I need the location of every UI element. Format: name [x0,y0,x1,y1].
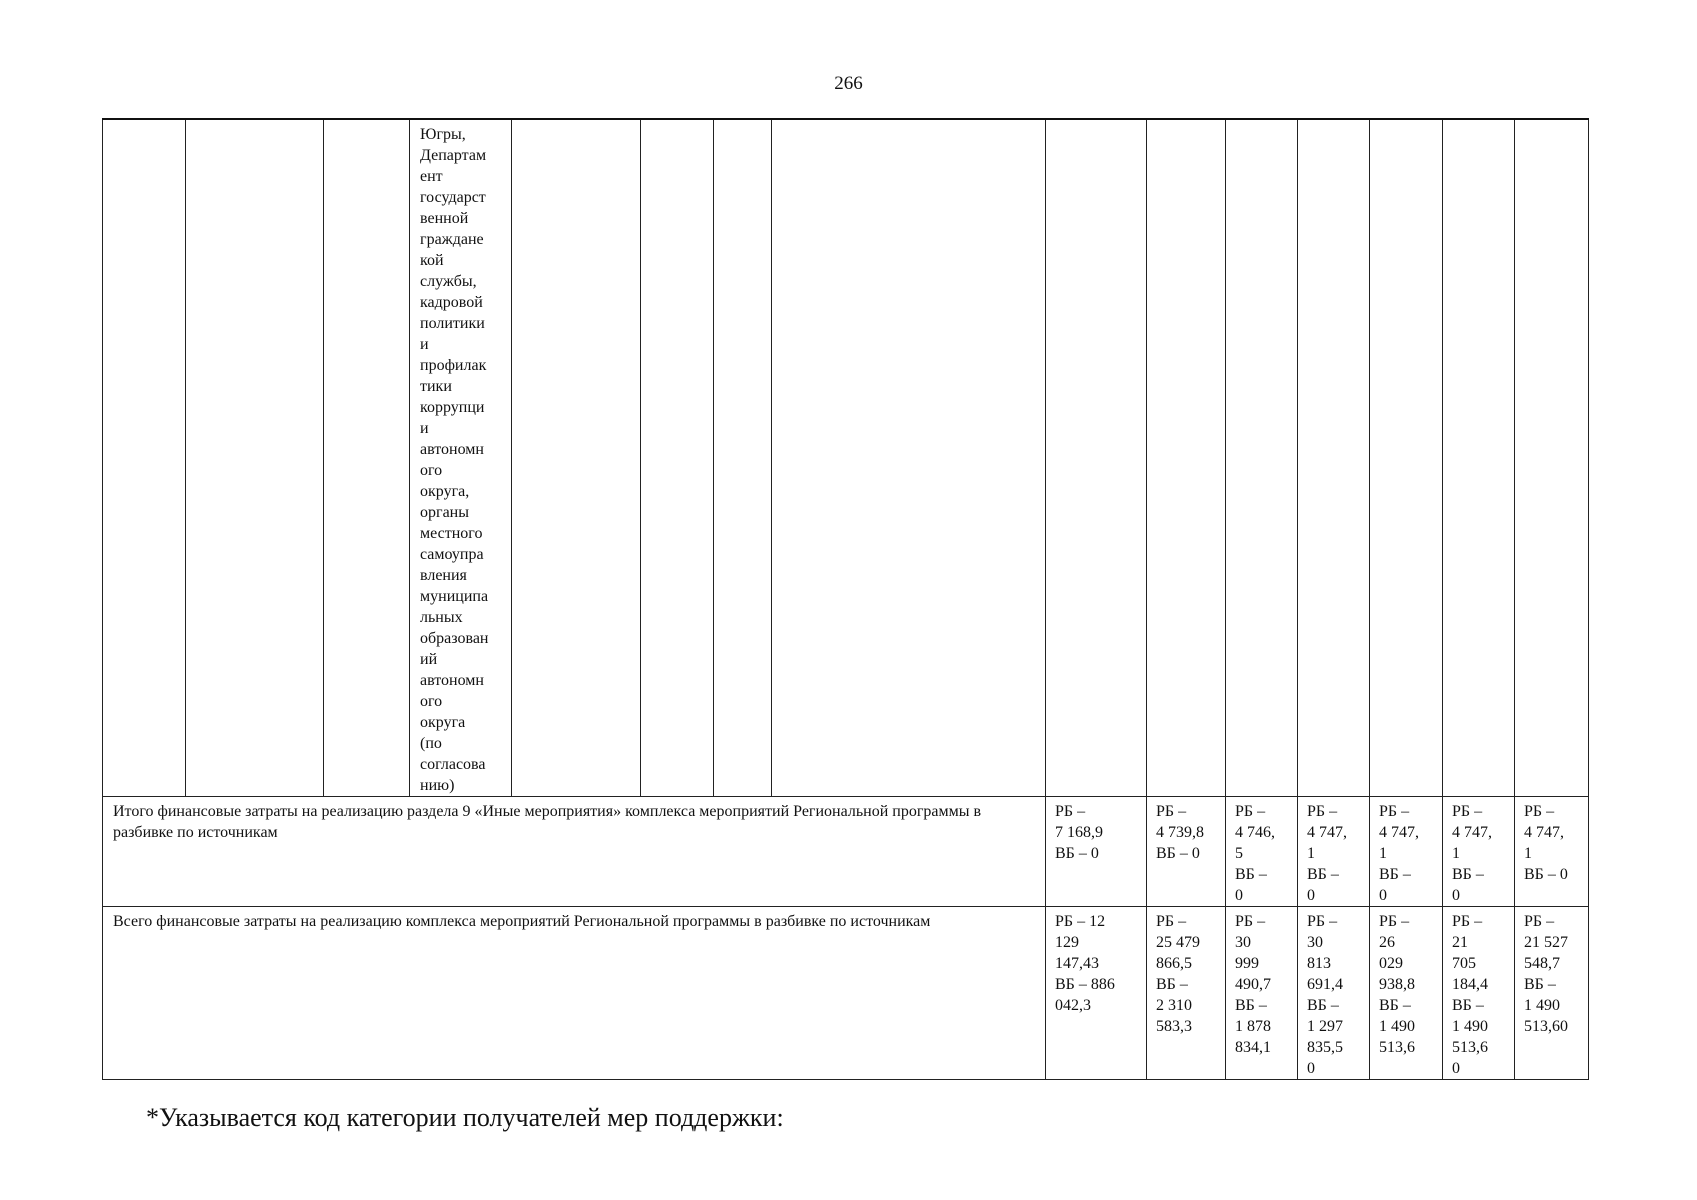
table-cell-empty [641,119,714,797]
table-cell-empty [186,119,324,797]
table-cell-empty [1147,119,1226,797]
total-value: РБ – 4 747, 1 ВБ – 0 [1370,797,1443,907]
grand-total-value: РБ – 21 705 184,4 ВБ – 1 490 513,6 0 [1443,907,1515,1080]
total-value: РБ – 4 739,8 ВБ – 0 [1147,797,1226,907]
responsible-cell: Югры, Департам ент государст венной граждане кой службы, кадровой политики и профилак тики коррупци и автономн ого округа, органы местного самоупра вления муниципа льных образован ий автономн ого округа (по согласова нию) [410,119,512,797]
table-cell-empty [103,119,186,797]
total-value: РБ – 7 168,9 ВБ – 0 [1046,797,1147,907]
table-cell-empty [772,119,1046,797]
table-cell-empty [512,119,641,797]
table-cell-empty [1515,119,1589,797]
grand-total-value: РБ – 26 029 938,8 ВБ – 1 490 513,6 [1370,907,1443,1080]
total-label: Итого финансовые затраты на реализацию раздела 9 «Иные мероприятия» комплекса мероприятий Региональной программы в разбивке по источникам [103,797,1046,907]
total-value: РБ – 4 747, 1 ВБ – 0 [1298,797,1370,907]
total-value: РБ – 4 746, 5 ВБ – 0 [1226,797,1298,907]
table-row-grand-total [103,907,1589,1080]
table-cell-empty [714,119,772,797]
footnote: *Указывается код категории получателей мер поддержки: [146,1103,784,1132]
table-cell-empty [1370,119,1443,797]
table-cell-empty [1443,119,1515,797]
table-cell-empty [1298,119,1370,797]
table-cell-empty [1046,119,1147,797]
grand-total-value: РБ – 12 129 147,43 ВБ – 886 042,3 [1046,907,1147,1080]
page-number: 266 [834,73,863,94]
table-cell-empty [324,119,410,797]
total-value: РБ – 4 747, 1 ВБ – 0 [1515,797,1589,907]
table-cell-empty [1226,119,1298,797]
grand-total-value: РБ – 21 527 548,7 ВБ – 1 490 513,60 [1515,907,1589,1080]
grand-total-value: РБ – 25 479 866,5 ВБ – 2 310 583,3 [1147,907,1226,1080]
grand-total-value: РБ – 30 999 490,7 ВБ – 1 878 834,1 [1226,907,1298,1080]
table-row-total [103,797,1589,907]
table-row-responsible [103,119,1589,797]
total-value: РБ – 4 747, 1 ВБ – 0 [1443,797,1515,907]
grand-total-value: РБ – 30 813 691,4 ВБ – 1 297 835,5 0 [1298,907,1370,1080]
financing-table [102,118,1589,1080]
grand-total-label: Всего финансовые затраты на реализацию комплекса мероприятий Региональной программы в разбивке по источникам [103,907,1046,1080]
